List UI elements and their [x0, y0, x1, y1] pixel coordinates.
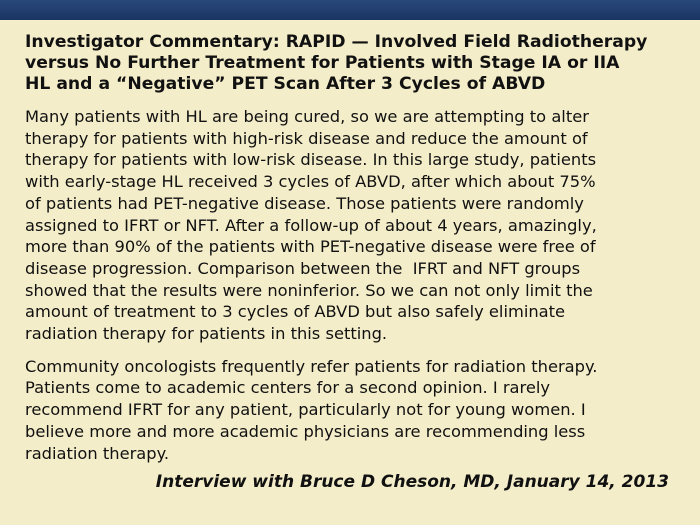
- text-line: believe more and more academic physicians are recommending less: [25, 421, 586, 441]
- text-line: assigned to IFRT or NFT. After a follow-up of about 4 years, amazingly,: [25, 215, 597, 235]
- text-line: therapy for patients with high-risk disease and reduce the amount of: [25, 128, 588, 148]
- title-line: Investigator Commentary: RAPID — Involved Field Radiotherapy: [25, 32, 648, 52]
- text-line: amount of treatment to 3 cycles of ABVD but also safely eliminate: [25, 302, 566, 322]
- top-banner-bar: [0, 0, 700, 20]
- title-line: HL and a “Negative” PET Scan After 3 Cycles of ABVD: [25, 74, 546, 94]
- commentary-paragraph-1: [25, 106, 680, 345]
- text-line: recommend IFRT for any patient, particularly not for young women. I: [25, 400, 586, 420]
- title-line: versus No Further Treatment for Patients with Stage IA or IIA: [25, 53, 620, 73]
- slide-title: [25, 32, 680, 95]
- text-line: therapy for patients with low-risk disease. In this large study, patients: [25, 150, 597, 170]
- commentary-paragraph-2: [25, 356, 680, 465]
- text-line: with early-stage HL received 3 cycles of ABVD, after which about 75%: [25, 172, 596, 192]
- text-line: showed that the results were noninferior. So we can not only limit the: [25, 280, 593, 300]
- text-line: Many patients with HL are being cured, so we are attempting to alter: [25, 107, 589, 126]
- text-line: more than 90% of the patients with PET-negative disease were free of: [25, 237, 596, 257]
- text-line: Patients come to academic centers for a second opinion. I rarely: [25, 378, 551, 398]
- interview-credit: Interview with Bruce D Cheson, MD, January 14, 2013: [155, 472, 669, 492]
- slide-content: [25, 32, 680, 475]
- text-line: radiation therapy for patients in this setting.: [25, 324, 388, 344]
- text-line: Community oncologists frequently refer patients for radiation therapy.: [25, 356, 598, 376]
- text-line: radiation therapy.: [25, 443, 170, 463]
- text-line: of patients had PET-negative disease. Those patients were randomly: [25, 193, 584, 213]
- text-line: disease progression. Comparison between the IFRT and NFT groups: [25, 258, 581, 278]
